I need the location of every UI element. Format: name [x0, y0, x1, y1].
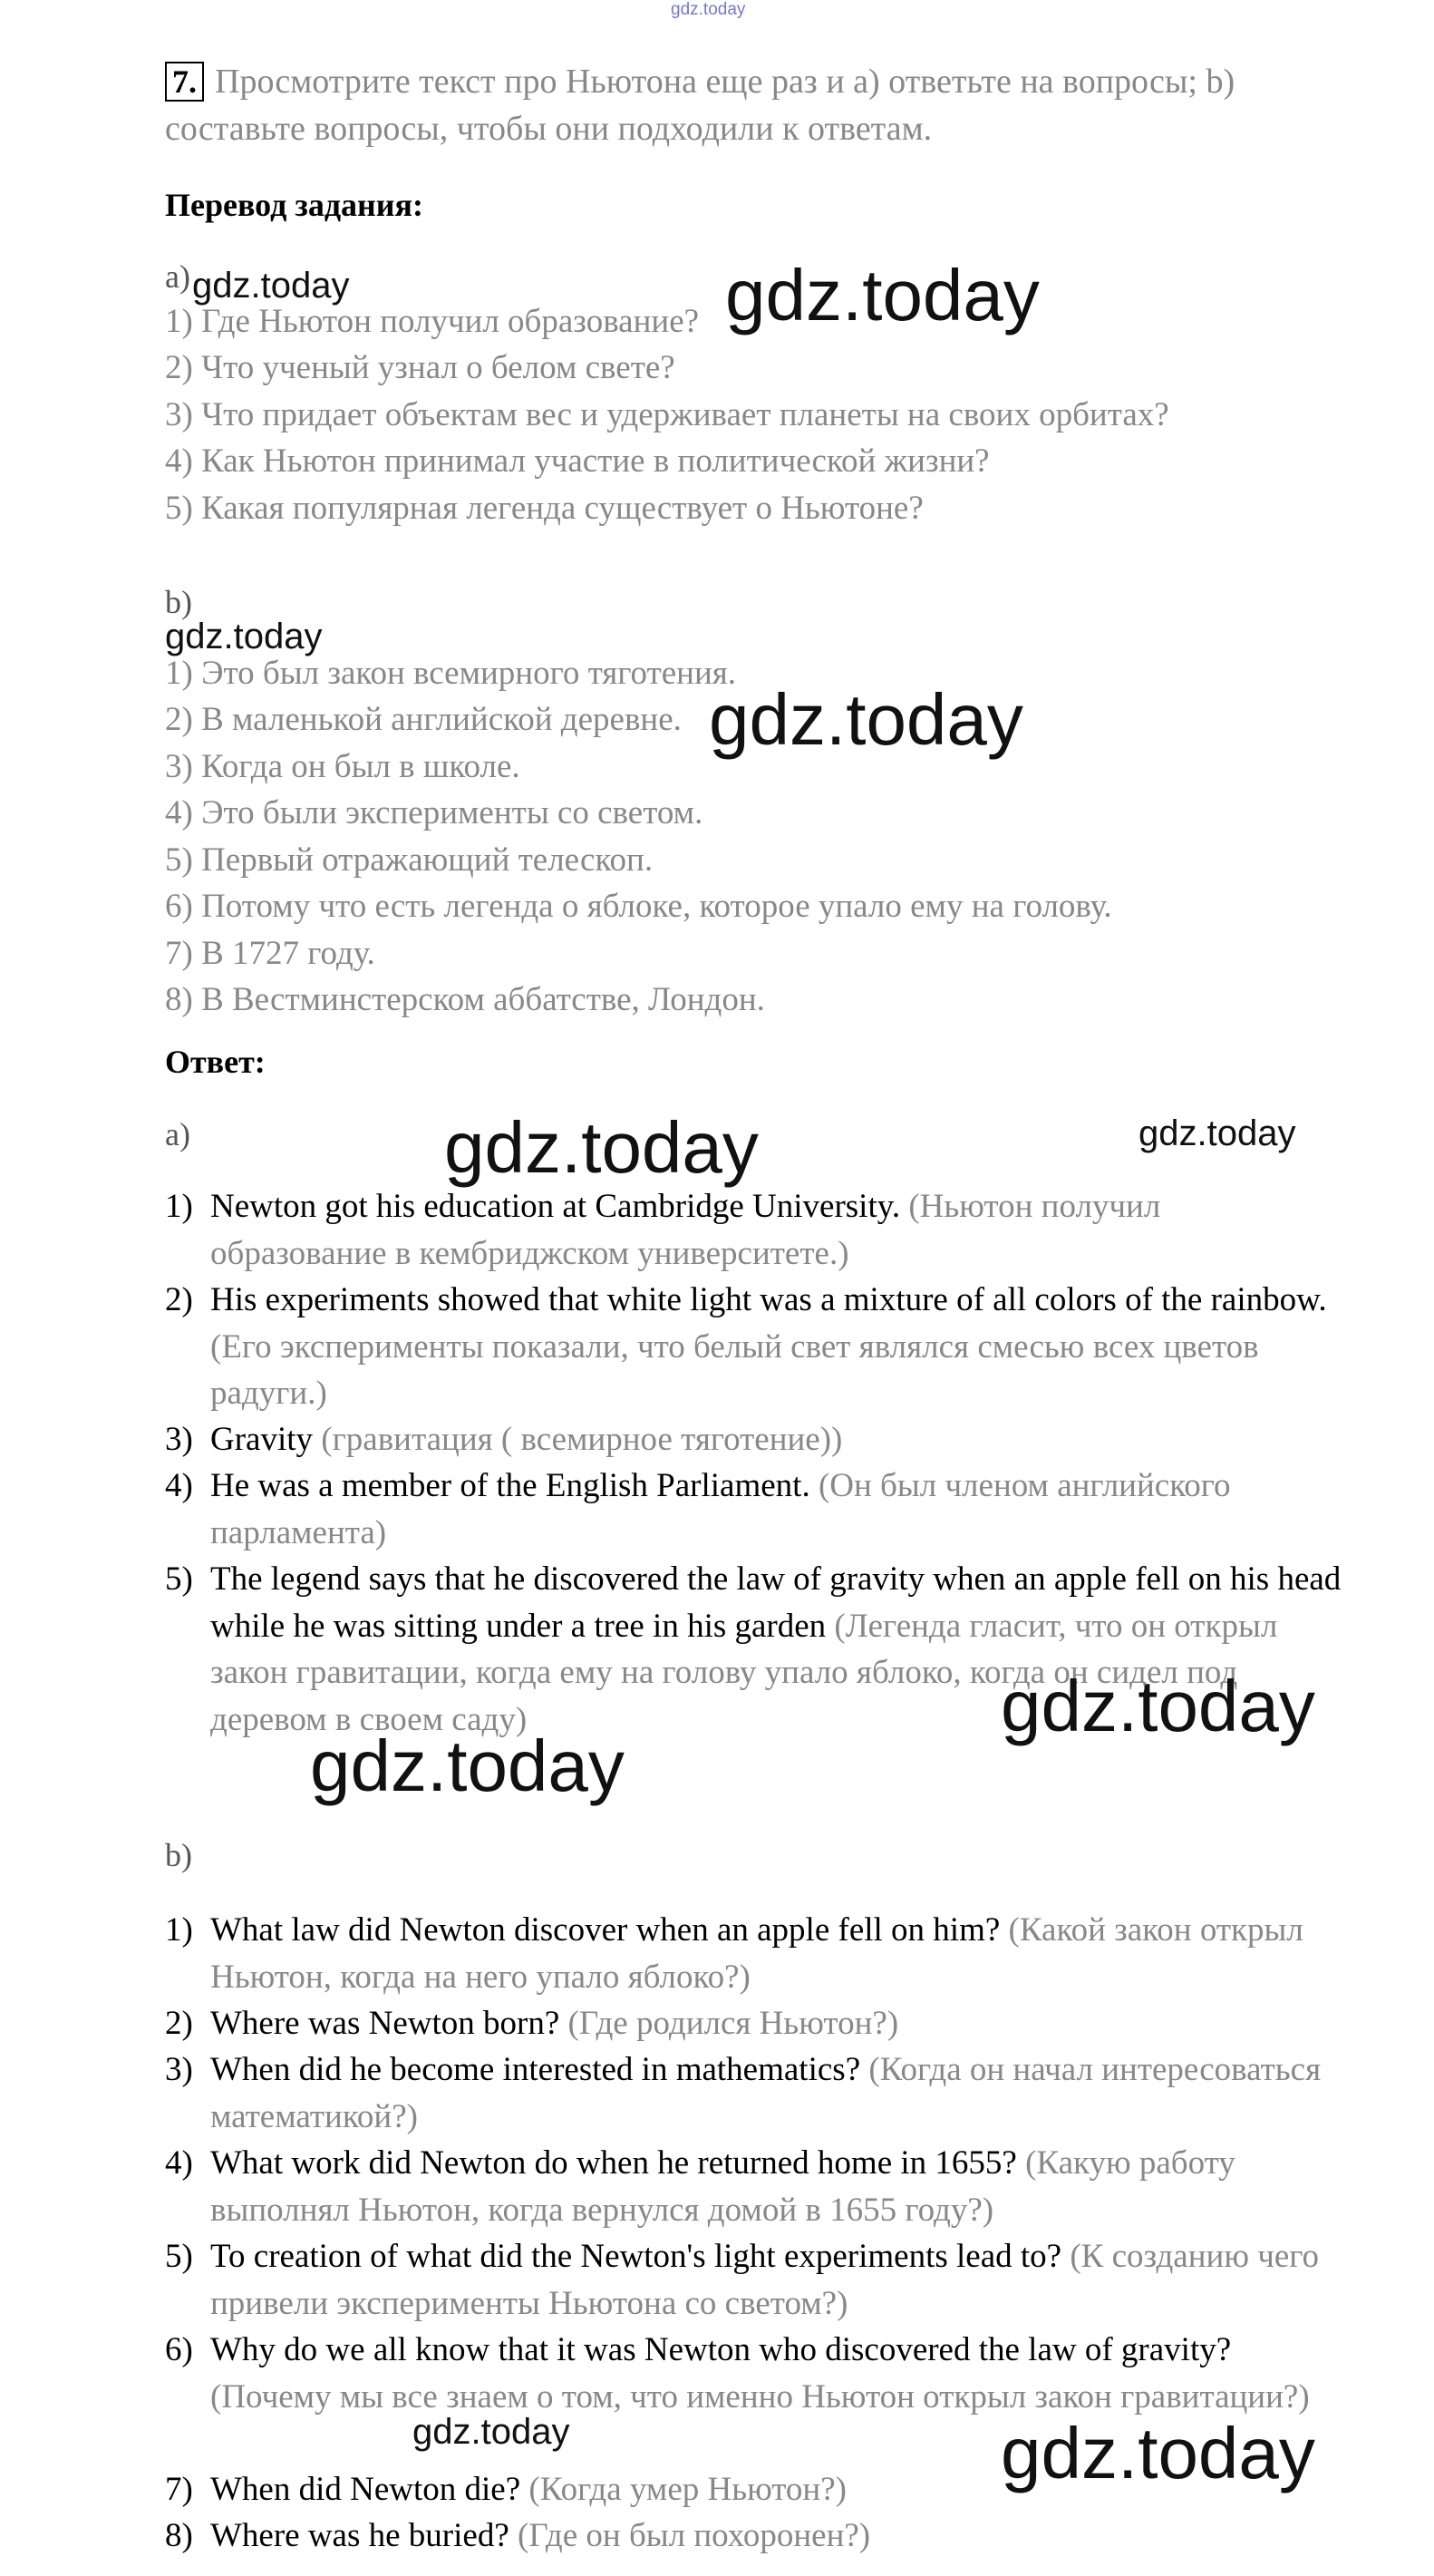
item-russian: (гравитация ( всемирное тяготение)): [321, 1421, 843, 1458]
translation-a-line: 1) Где Ньютон получил образование?: [165, 303, 700, 340]
item-number: 4): [165, 2144, 193, 2182]
item-english: Why do we all know that it was Newton who discovered the law of gravity?: [210, 2331, 1232, 2368]
watermark: gdz.today: [1001, 1666, 1315, 1746]
item-english: He was a member of the English Parliament.: [210, 1467, 810, 1504]
item-russian: (Когда он начал интересоваться математикой?): [210, 2051, 1322, 2135]
item-number: 1): [165, 1188, 193, 1225]
task-statement: [165, 58, 1343, 152]
item-english: Newton got his education at Cambridge University.: [210, 1188, 901, 1225]
item-english: What law did Newton discover when an apple fell on him?: [210, 1911, 1001, 1949]
item-number: 5): [165, 2238, 193, 2275]
item-russian: (Он был членом английского парламента): [210, 1467, 1231, 1551]
answer-a-item: [165, 1183, 1343, 1277]
item-english: What work did Newton do when he returned home in 1655?: [210, 2144, 1017, 2182]
answer-a-item: [165, 1277, 1343, 1417]
translation-b-line: 2) В маленькой английской деревне.: [165, 701, 682, 738]
watermark: gdz.today: [192, 266, 350, 306]
answer-heading: Ответ:: [165, 1044, 266, 1080]
item-number: 8): [165, 2517, 193, 2554]
translation-b-line: 6) Потому что есть легенда о яблоке, которое упало ему на голову.: [165, 888, 1112, 925]
item-russian: (Когда умер Ньютон?): [528, 2471, 847, 2508]
translation-a-line: 2) Что ученый узнал о белом свете?: [165, 349, 675, 386]
answer-part-a-label: a): [165, 1116, 190, 1152]
item-russian: (Его эксперименты показали, что белый свет являлся смесью всех цветов радуги.): [210, 1327, 1259, 1412]
translation-b-line: 5) Первый отражающий телескоп.: [165, 841, 654, 879]
item-russian: (Какой закон открыл Ньютон, когда на него упало яблоко?): [210, 1911, 1303, 1996]
item-english: To creation of what did the Newton's light experiments lead to?: [210, 2238, 1062, 2275]
item-english: The legend says that he discovered the law of gravity when an apple fell on his head while he was sitting under a tree in his garden: [210, 1560, 1342, 1645]
answer-b-item: [165, 2000, 1343, 2047]
item-russian: (Ньютон получил образование в кембриджском университете.): [210, 1188, 1161, 1272]
item-number: 7): [165, 2471, 193, 2508]
item-russian: (Почему мы все знаем о том, что именно Ньютон открыл закон гравитации?): [210, 2377, 1310, 2416]
item-english: Where was Newton born?: [210, 2005, 560, 2042]
watermark: gdz.today: [165, 617, 323, 656]
item-number: 2): [165, 1281, 193, 1318]
answer-b-item: [165, 2233, 1343, 2327]
item-russian: (Легенда гласит, что он открыл закон гравитации, когда ему на голову упало яблоко, когда он сидел под деревом в своем саду): [210, 1607, 1278, 1738]
item-english: When did Newton die?: [210, 2471, 521, 2508]
watermark: gdz.today: [709, 679, 1023, 760]
watermark: gdz.today: [1138, 1113, 1296, 1153]
item-russian: (Какую работу выполнял Ньютон, когда вернулся домой в 1655 году?): [210, 2144, 1235, 2229]
translation-a-line: 4) Как Ньютон принимал участие в политической жизни?: [165, 442, 990, 480]
answer-b-item: [165, 2046, 1343, 2140]
answer-b-item: [165, 2140, 1343, 2233]
watermark: gdz.today: [444, 1107, 759, 1188]
answer-b-item: [165, 2513, 1343, 2560]
translation-part-b-label: b): [165, 584, 192, 620]
item-number: 4): [165, 1467, 193, 1504]
translation-heading: Перевод задания:: [165, 187, 423, 223]
item-number: 3): [165, 2051, 193, 2088]
task-number: 7.: [165, 62, 204, 102]
item-number: 2): [165, 2005, 193, 2042]
translation-b-line: 1) Это был закон всемирного тяготения.: [165, 655, 737, 692]
translation-b-line: 4) Это были эксперименты со светом.: [165, 794, 703, 831]
answer-a-item: [165, 1416, 1343, 1463]
watermark: gdz.today: [310, 1725, 625, 1806]
answer-b-item: [165, 1907, 1343, 2000]
translation-b-line: 3) Когда он был в школе.: [165, 748, 520, 785]
task-text: Просмотрите текст про Ньютона еще раз и а) ответьте на вопросы; b) составьте вопросы, чтобы они подходили к ответам.: [165, 63, 1235, 148]
item-russian: (Где он был похоронен?): [518, 2517, 871, 2554]
item-number: 1): [165, 1911, 193, 1949]
item-number: 3): [165, 1421, 193, 1458]
watermark: gdz.today: [1001, 2413, 1315, 2493]
item-number: 6): [165, 2331, 193, 2368]
item-russian: (К созданию чего привели эксперименты Ньютона со светом?): [210, 2238, 1319, 2322]
translation-a-line: 5) Какая популярная легенда существует о Ньютоне?: [165, 490, 924, 527]
answer-b-item: [165, 2327, 1343, 2420]
item-number: 5): [165, 1560, 193, 1598]
item-russian: (Где родился Ньютон?): [567, 2005, 899, 2042]
watermark: gdz.today: [412, 2412, 570, 2452]
watermark: gdz.today: [725, 255, 1040, 335]
translation-a-line: 3) Что придает объектам вес и удерживает планеты на своих орбитах?: [165, 396, 1169, 433]
item-english: When did he become interested in mathematics?: [210, 2051, 861, 2088]
translation-b-line: 8) В Вестминстерском аббатстве, Лондон.: [165, 981, 765, 1018]
top-watermark: gdz.today: [671, 0, 746, 19]
answer-part-b-label: b): [165, 1837, 192, 1873]
item-english: Gravity: [210, 1421, 314, 1458]
item-english: Where was he buried?: [210, 2517, 509, 2554]
translation-b-line: 7) В 1727 году.: [165, 935, 375, 972]
item-english: His experiments showed that white light was a mixture of all colors of the rainbow.: [210, 1281, 1327, 1318]
answer-a-item: [165, 1463, 1343, 1556]
translation-part-a-label: a): [165, 258, 190, 295]
